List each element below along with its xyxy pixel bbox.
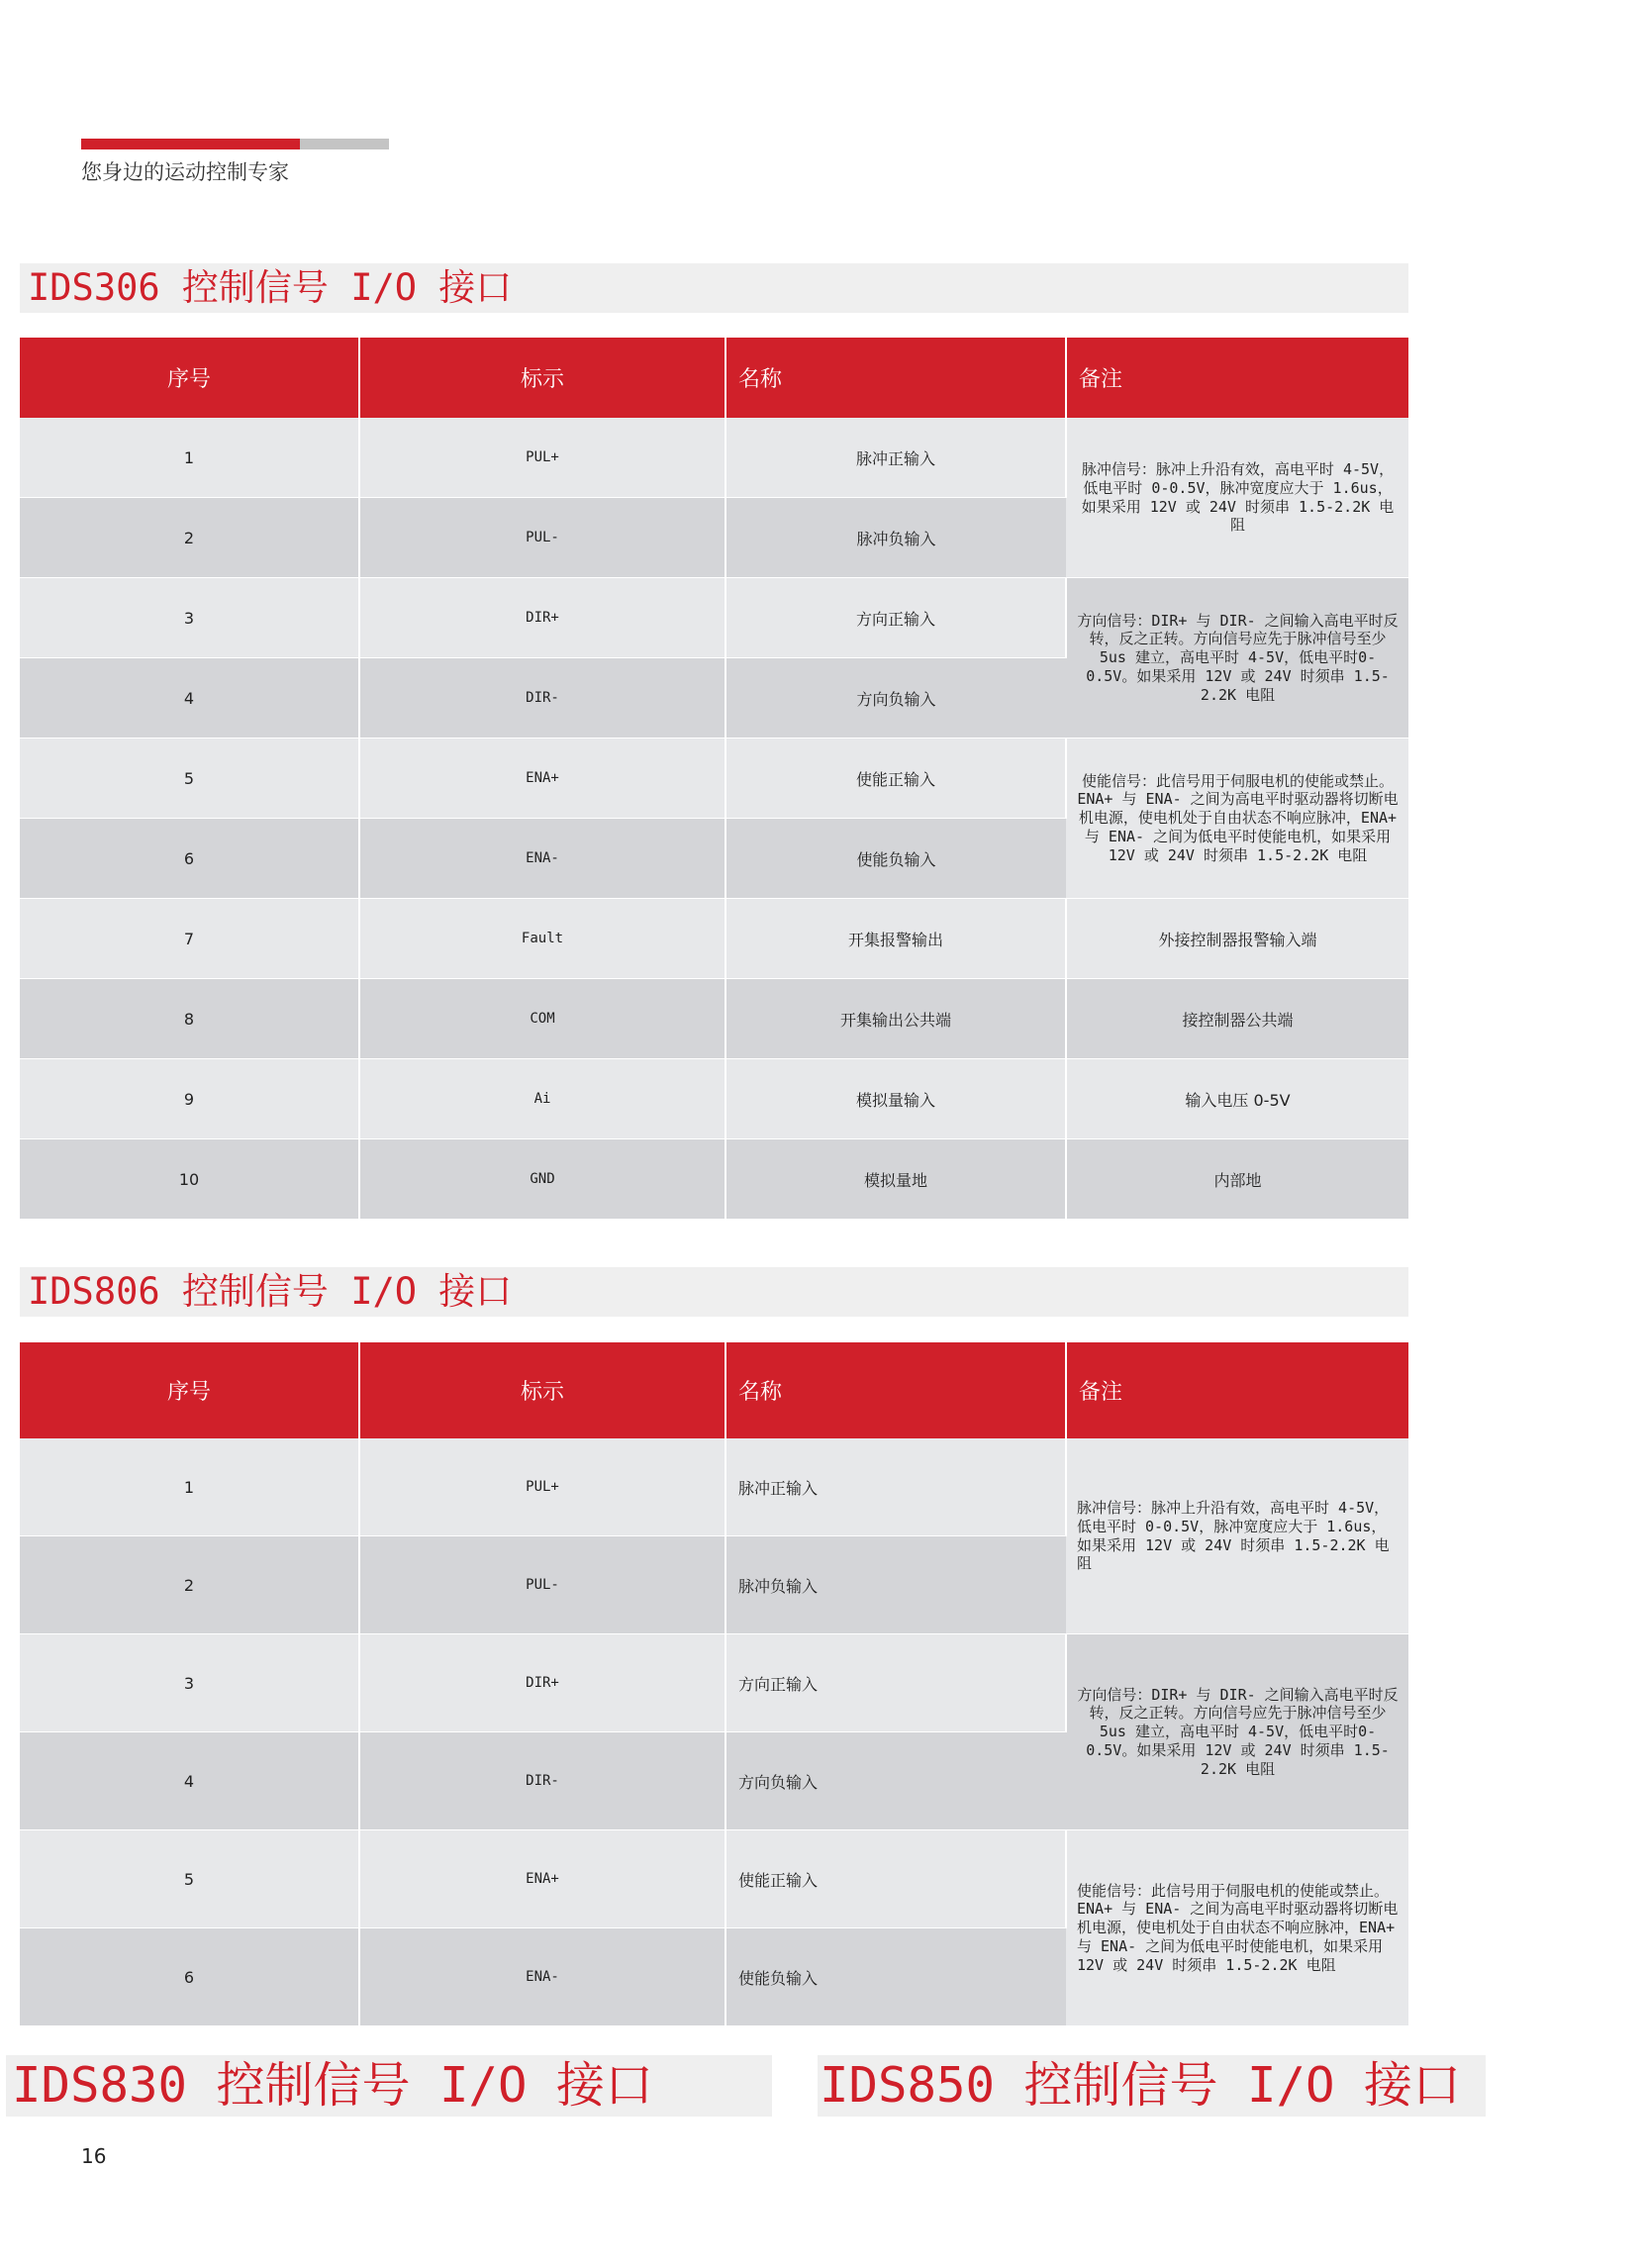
row-name: 脉冲正输入 <box>725 418 1066 498</box>
row-no: 1 <box>20 1438 359 1536</box>
row-no: 4 <box>20 658 359 739</box>
row-name: 开集输出公共端 <box>725 979 1066 1059</box>
row-symbol: GND <box>359 1139 725 1220</box>
section-title-ids850: IDS850 控制信号 I/O 接口 <box>818 2055 1486 2117</box>
row-no: 3 <box>20 578 359 658</box>
row-no: 5 <box>20 739 359 819</box>
row-name: 方向负输入 <box>725 1732 1066 1830</box>
row-no: 5 <box>20 1830 359 1928</box>
row-symbol: Fault <box>359 899 725 979</box>
row-note-enable: 使能信号：此信号用于伺服电机的使能或禁止。ENA+ 与 ENA- 之间为高电平时驱动器将切断电机电源，使电机处于自由状态不响应脉冲，ENA+ 与 ENA- 之间为低电平时使能电机，如果采用 12V 或 24V 时须串 1.5-2.2K 电阻 <box>1066 739 1408 899</box>
row-note-pulse: 脉冲信号：脉冲上升沿有效，高电平时 4-5V，低电平时 0-0.5V，脉冲宽度应大于 1.6us，如果采用 12V 或 24V 时须串 1.5-2.2K 电阻 <box>1066 418 1408 578</box>
section-title-ids806: IDS806 控制信号 I/O 接口 <box>20 1267 1408 1317</box>
table-row <box>20 1634 1408 1732</box>
row-note: 接控制器公共端 <box>1066 979 1408 1059</box>
row-name: 使能正输入 <box>725 1830 1066 1928</box>
row-name: 脉冲正输入 <box>725 1438 1066 1536</box>
row-symbol: Ai <box>359 1059 725 1139</box>
row-note: 内部地 <box>1066 1139 1408 1220</box>
col-header-no: 序号 <box>20 1342 359 1438</box>
table-row <box>20 899 1408 979</box>
row-note: 输入电压 0-5V <box>1066 1059 1408 1139</box>
brand-bar-red <box>81 139 300 149</box>
row-no: 7 <box>20 899 359 979</box>
table-row <box>20 979 1408 1059</box>
io-table-ids306 <box>20 338 1408 1220</box>
row-name: 脉冲负输入 <box>725 1536 1066 1634</box>
row-name: 开集报警输出 <box>725 899 1066 979</box>
row-note-direction: 方向信号：DIR+ 与 DIR- 之间输入高电平时反转，反之正转。方向信号应先于脉冲信号至少 5us 建立，高电平时 4-5V，低电平时0-0.5V。如果采用 12V 或 24V 时须串 1.5-2.2K 电阻 <box>1066 1634 1408 1830</box>
row-symbol: ENA- <box>359 1928 725 2026</box>
section-title-ids306: IDS306 控制信号 I/O 接口 <box>20 263 1408 313</box>
row-symbol: PUL- <box>359 1536 725 1634</box>
row-no: 4 <box>20 1732 359 1830</box>
row-no: 9 <box>20 1059 359 1139</box>
row-no: 8 <box>20 979 359 1059</box>
row-symbol: ENA- <box>359 819 725 899</box>
row-name: 模拟量输入 <box>725 1059 1066 1139</box>
col-header-symbol: 标示 <box>359 338 725 418</box>
col-header-name: 名称 <box>725 1342 1066 1438</box>
row-symbol: DIR- <box>359 658 725 739</box>
row-name: 方向负输入 <box>725 658 1066 739</box>
row-no: 10 <box>20 1139 359 1220</box>
table-row <box>20 418 1408 498</box>
row-note-enable: 使能信号：此信号用于伺服电机的使能或禁止。ENA+ 与 ENA- 之间为高电平时驱动器将切断电机电源，使电机处于自由状态不响应脉冲，ENA+ 与 ENA- 之间为低电平时使能电机，如果采用 12V 或 24V 时须串 1.5-2.2K 电阻 <box>1066 1830 1408 2026</box>
row-symbol: ENA+ <box>359 739 725 819</box>
section-title-ids830: IDS830 控制信号 I/O 接口 <box>6 2055 772 2117</box>
row-no: 2 <box>20 498 359 578</box>
header-tagline: 您身边的运动控制专家 <box>81 160 289 184</box>
table-row <box>20 1139 1408 1220</box>
row-no: 1 <box>20 418 359 498</box>
col-header-note: 备注 <box>1066 338 1408 418</box>
row-name: 方向正输入 <box>725 1634 1066 1732</box>
row-no: 2 <box>20 1536 359 1634</box>
row-note-pulse: 脉冲信号：脉冲上升沿有效，高电平时 4-5V，低电平时 0-0.5V，脉冲宽度应大于 1.6us，如果采用 12V 或 24V 时须串 1.5-2.2K 电阻 <box>1066 1438 1408 1634</box>
row-name: 方向正输入 <box>725 578 1066 658</box>
row-note-direction: 方向信号：DIR+ 与 DIR- 之间输入高电平时反转，反之正转。方向信号应先于脉冲信号至少 5us 建立，高电平时 4-5V，低电平时0-0.5V。如果采用 12V 或 24V 时须串 1.5-2.2K 电阻 <box>1066 578 1408 739</box>
io-table-ids806 <box>20 1342 1408 2026</box>
row-symbol: PUL+ <box>359 1438 725 1536</box>
col-header-no: 序号 <box>20 338 359 418</box>
table-row <box>20 739 1408 819</box>
row-symbol: ENA+ <box>359 1830 725 1928</box>
col-header-name: 名称 <box>725 338 1066 418</box>
row-symbol: PUL- <box>359 498 725 578</box>
row-symbol: DIR- <box>359 1732 725 1830</box>
row-name: 使能正输入 <box>725 739 1066 819</box>
table-row <box>20 1830 1408 1928</box>
row-no: 6 <box>20 819 359 899</box>
col-header-symbol: 标示 <box>359 1342 725 1438</box>
table-row <box>20 1059 1408 1139</box>
row-symbol: COM <box>359 979 725 1059</box>
page-number: 16 <box>81 2144 107 2168</box>
row-name: 使能负输入 <box>725 819 1066 899</box>
row-name: 脉冲负输入 <box>725 498 1066 578</box>
row-no: 3 <box>20 1634 359 1732</box>
table-row <box>20 1438 1408 1536</box>
row-no: 6 <box>20 1928 359 2026</box>
table-row <box>20 578 1408 658</box>
brand-bar-gray <box>300 139 389 149</box>
row-symbol: DIR+ <box>359 578 725 658</box>
row-symbol: PUL+ <box>359 418 725 498</box>
row-symbol: DIR+ <box>359 1634 725 1732</box>
row-note: 外接控制器报警输入端 <box>1066 899 1408 979</box>
row-name: 使能负输入 <box>725 1928 1066 2026</box>
row-name: 模拟量地 <box>725 1139 1066 1220</box>
col-header-note: 备注 <box>1066 1342 1408 1438</box>
